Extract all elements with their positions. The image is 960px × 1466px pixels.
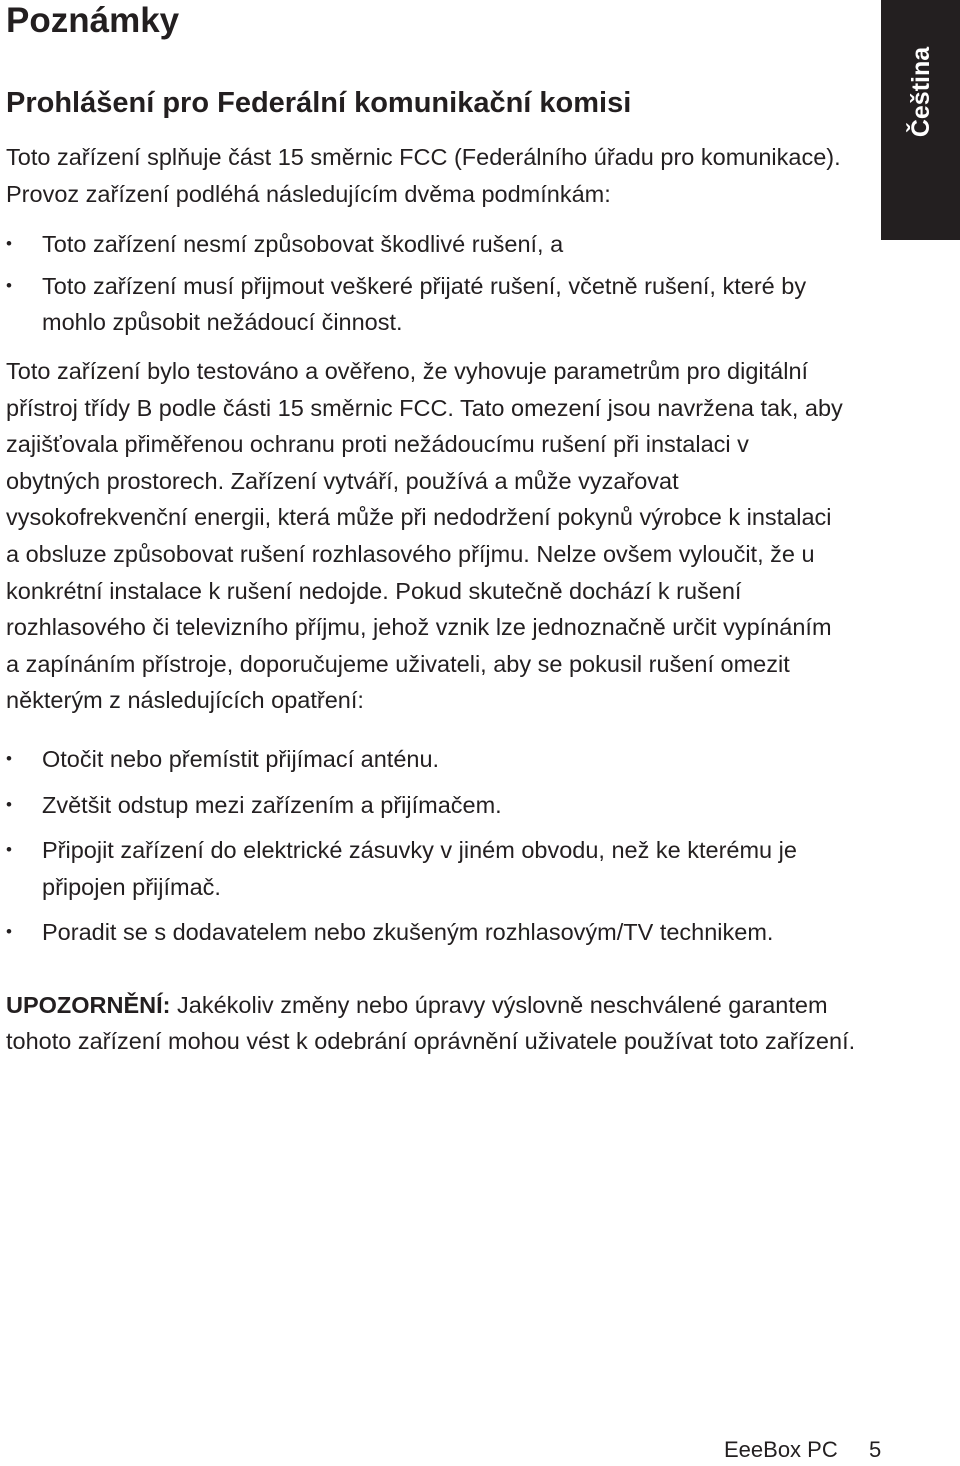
list-item: • Zvětšit odstup mezi zařízením a přijímačem.: [6, 787, 866, 824]
section-heading: Prohlášení pro Federální komunikační komisi: [6, 87, 632, 119]
body-paragraph: Toto zařízení bylo testováno a ověřeno, že vyhovuje parametrům pro digitální přístroj třídy B podle části 15 směrnic FCC. Tato omezení jsou navržena tak, aby zajišťovala přiměřenou ochranu proti nežádoucímu rušení při instalaci v obytných prostorech. Zařízení vytváří, používá a může vyzařovat vysokofrekvenční energii, která může při nedodržení pokynů výrobce k instalaci a obsluze způsobovat rušení rozhlasového příjmu. Nelze ovšem vyloučit, že u konkrétní instalace k rušení nedojde. Pokud skutečně dochází k rušení rozhlasového či televizního příjmu, jehož vznik lze jednoznačně určit vypínáním a zapínáním přístroje, doporučujeme uživateli, aby se pokusil rušení omezit některým z následujících opatření:: [6, 357, 843, 714]
list-item: • Toto zařízení musí přijmout veškeré přijaté rušení, včetně rušení, které by mohlo způsobit nežádoucí činnost.: [6, 268, 866, 341]
language-tab-label: Čeština: [906, 46, 935, 138]
page-title: Poznámky: [6, 1, 180, 40]
warning-text: Jakékoliv změny nebo úpravy výslovně neschválené garantem tohoto zařízení mohou vést k odebrání oprávnění uživatele používat toto zařízení.: [6, 991, 856, 1055]
conditions-list: [6, 226, 866, 341]
list-item: • Poradit se s dodavatelem nebo zkušeným rozhlasovým/TV technikem.: [6, 914, 866, 951]
language-tab: [881, 0, 960, 240]
list-item: • Toto zařízení nesmí způsobovat škodlivé rušení, a: [6, 226, 866, 263]
warning-paragraph: [6, 987, 856, 1060]
page-footer: [0, 1434, 960, 1466]
measures-list: [6, 741, 866, 951]
main-content: [6, 83, 866, 1060]
intro-paragraph: Toto zařízení splňuje část 15 směrnic FCC (Federálního úřadu pro komunikace). Provoz zařízení podléhá následujícím dvěma podmínkám:: [6, 144, 841, 207]
footer-product-name: EeeBox PC: [724, 1437, 838, 1462]
list-item: • Otočit nebo přemístit přijímací anténu.: [6, 741, 866, 778]
page-number: 5: [869, 1437, 882, 1462]
list-item: • Připojit zařízení do elektrické zásuvky v jiném obvodu, než ke kterému je připojen přijímač.: [6, 832, 866, 905]
warning-label: UPOZORNĚNÍ:: [6, 991, 171, 1018]
